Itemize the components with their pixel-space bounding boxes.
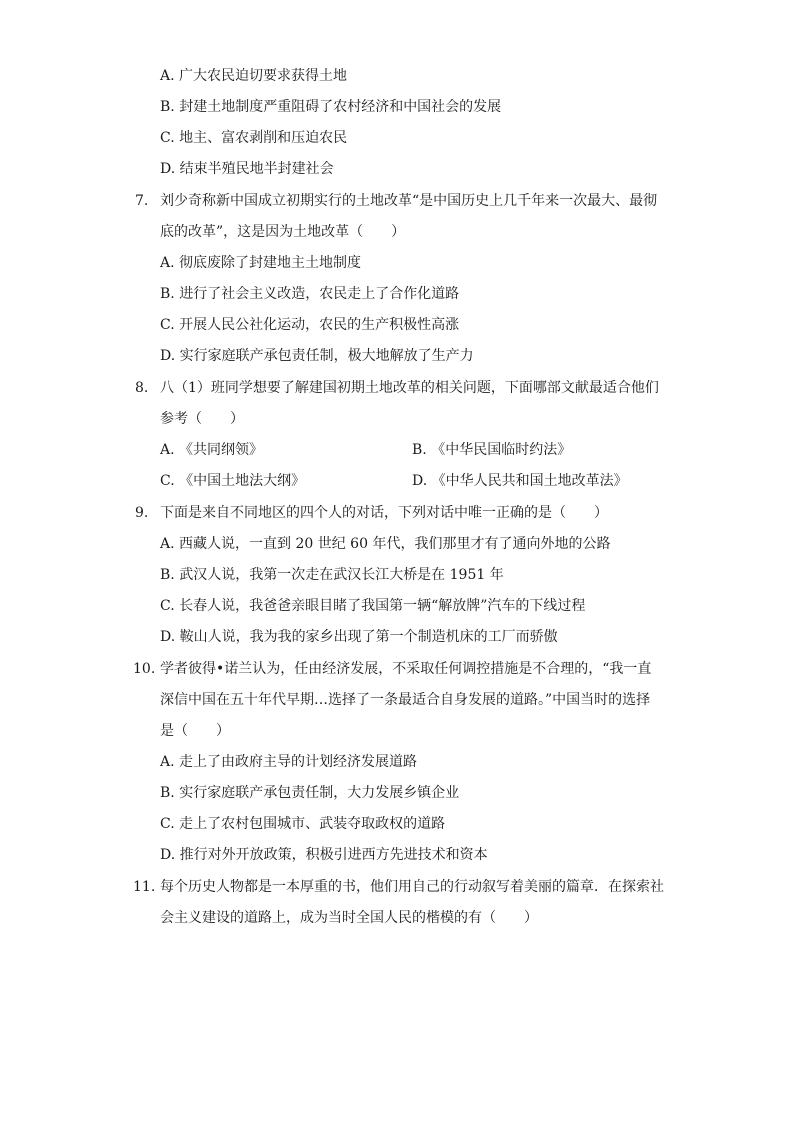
- q9-option-c: C. 长春人说，我爸爸亲眼目睹了我国第一辆“解放牌”汽车的下线过程: [160, 598, 586, 614]
- q9-stem-line-1: 下面是来自不同地区的四个人的对话，下列对话中唯一正确的是（ ）: [160, 505, 608, 521]
- q6-option-a: A. 广大农民迫切要求获得土地: [160, 68, 348, 84]
- q7-option-b: B. 进行了社会主义改造，农民走上了合作化道路: [160, 286, 460, 302]
- q8-stem-line-1: 八（1）班同学想要了解建国初期土地改革的相关问题，下面哪部文献最适合他们: [160, 380, 659, 396]
- q10-stem-line-2: 深信中国在五十年代早期…选择了一条最适合自身发展的道路。”中国当时的选择: [160, 692, 651, 708]
- q6-option-d: D. 结束半殖民地半封建社会: [160, 161, 334, 177]
- q8-stem-line-2: 参考（ ）: [160, 411, 244, 427]
- q10-option-a: A. 走上了由政府主导的计划经济发展道路: [160, 754, 418, 770]
- q7-stem-line-2: 底的改革”，这是因为土地改革（ ）: [160, 224, 406, 240]
- q7-number: 7.: [135, 193, 149, 209]
- q8-option-b: B. 《中华民国临时约法》: [412, 442, 572, 458]
- q7-option-a: A. 彻底废除了封建地主土地制度: [160, 255, 362, 271]
- q8-option-d: D. 《中华人民共和国土地改革法》: [412, 473, 628, 489]
- q10-option-c: C. 走上了农村包围城市、武装夺取政权的道路: [160, 816, 446, 832]
- q7-option-d: D. 实行家庭联产承包责任制，极大地解放了生产力: [160, 348, 474, 364]
- q7-stem-line-1: 刘少奇称新中国成立初期实行的土地改革“是中国历史上几千年来一次最大、最彻: [160, 193, 658, 209]
- q11-stem-line-1: 每个历史人物都是一本厚重的书，他们用自己的行动叙写着美丽的篇章．在探索社: [160, 879, 664, 895]
- q9-option-d: D. 鞍山人说，我为我的家乡出现了第一个制造机床的工厂而骄傲: [160, 629, 558, 645]
- q9-option-b: B. 武汉人说，我第一次走在武汉长江大桥是在 1951 年: [160, 567, 504, 583]
- q8-option-a: A. 《共同纲领》: [160, 442, 264, 458]
- q8-number: 8.: [135, 380, 149, 396]
- q7-option-c: C. 开展人民公社化运动，农民的生产积极性高涨: [160, 317, 460, 333]
- q11-stem-line-2: 会主义建设的道路上，成为当时全国人民的楷模的有（ ）: [160, 910, 538, 926]
- q10-stem-line-1: 学者彼得•诺兰认为，任由经济发展，不采取任何调控措施是不合理的，“我一直: [160, 661, 652, 677]
- q9-number: 9.: [135, 505, 149, 521]
- q8-option-c: C. 《中国土地法大纲》: [160, 473, 306, 489]
- q9-option-a: A. 西藏人说，一直到 20 世纪 60 年代，我们那里才有了通向外地的公路: [160, 536, 611, 552]
- q10-option-b: B. 实行家庭联产承包责任制，大力发展乡镇企业: [160, 785, 460, 801]
- q10-number: 10.: [133, 661, 156, 677]
- q6-option-c: C. 地主、富农剥削和压迫农民: [160, 130, 348, 146]
- q11-number: 11.: [133, 879, 156, 895]
- q6-option-b: B. 封建土地制度严重阻碍了农村经济和中国社会的发展: [160, 99, 502, 115]
- q10-stem-line-3: 是（ ）: [160, 723, 230, 739]
- q10-option-d: D. 推行对外开放政策，积极引进西方先进技术和资本: [160, 847, 488, 863]
